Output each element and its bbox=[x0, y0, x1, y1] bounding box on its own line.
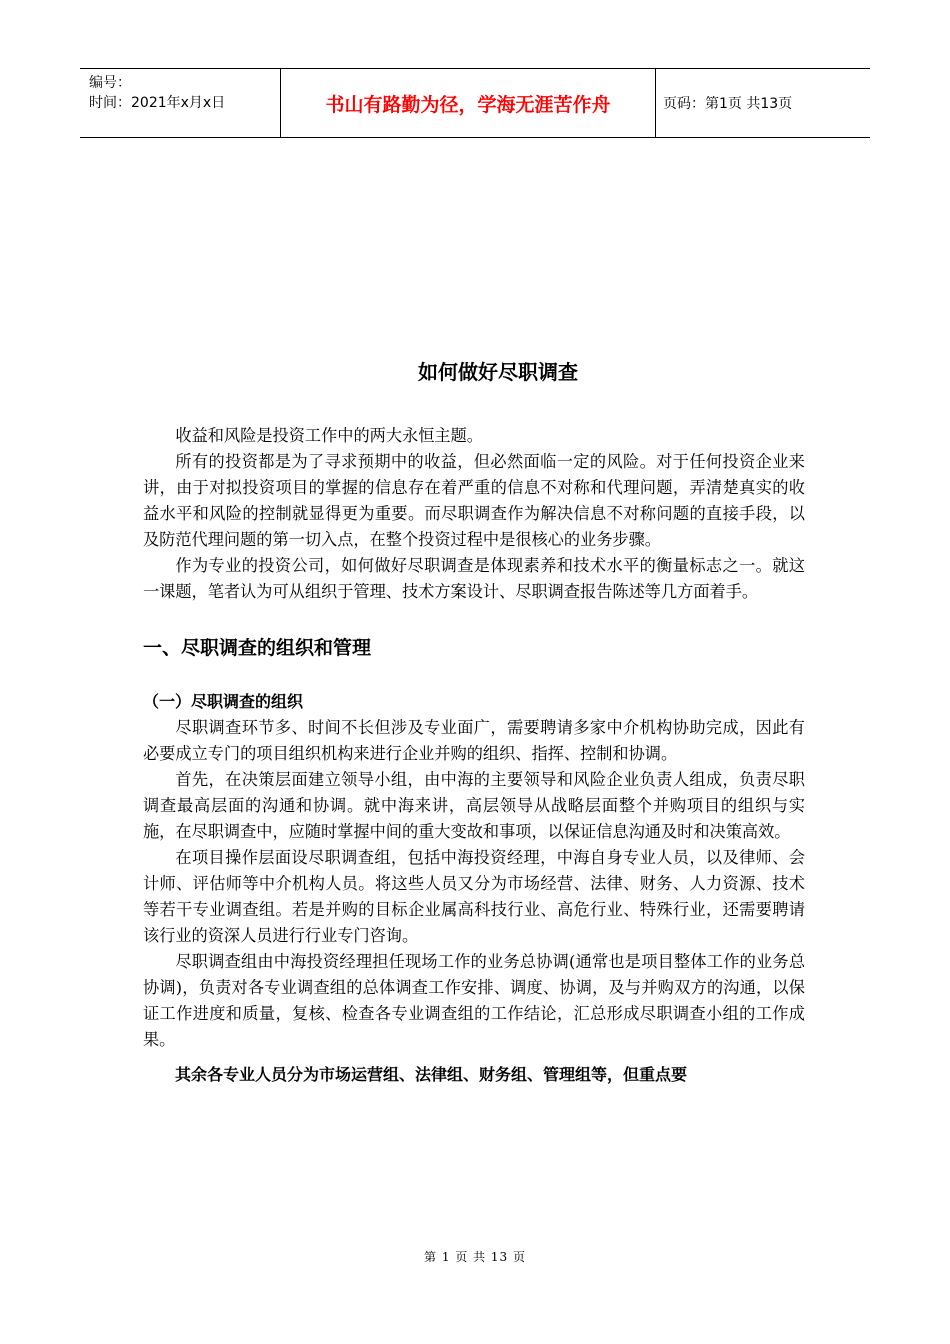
date-label: 时间：2021年x月x日 bbox=[89, 95, 226, 111]
motto: 书山有路勤为径，学海无涯苦作舟 bbox=[281, 69, 656, 137]
document-title: 如何做好尽职调查 bbox=[418, 360, 578, 384]
paragraph: 收益和风险是投资工作中的两大永恒主题。 bbox=[175, 426, 483, 445]
page-footer: 第 1 页 共 13 页 bbox=[424, 1250, 526, 1264]
header-meta-cell bbox=[80, 69, 281, 137]
paragraph: 作为专业的投资公司，如何做好尽职调查是体现素养和技术水平的衡量标志之一。就这一课题，笔者认为可从组织于管理、技术方案设计、尽职调查报告陈述等几方面着手。 bbox=[143, 556, 805, 601]
header-table bbox=[80, 68, 870, 138]
paragraph: 尽职调查组由中海投资经理担任现场工作的业务总协调(通常也是项目整体工作的业务总协调)，负责对各专业调查组的总体调查工作安排、调度、协调，及与并购双方的沟通，以保证工作进度和质量，复核、检查各专业调查组的工作结论，汇总形成尽职调查小组的工作成果。 bbox=[143, 952, 805, 1049]
subsection-heading: （一）尽职调查的组织 bbox=[143, 692, 304, 711]
paragraph: 首先，在决策层面建立领导小组，由中海的主要领导和风险企业负责人组成，负责尽职调查最高层面的沟通和协调。就中海来讲，高层领导从战略层面整个并购项目的组织与实施，在尽职调查中，应随时掌握中间的重大变故和事项，以保证信息沟通及时和决策高效。 bbox=[143, 770, 805, 841]
section-heading: 一、尽职调查的组织和管理 bbox=[143, 637, 372, 659]
paragraph: 其余各专业人员分为市场运营组、法律组、财务组、管理组等，但重点要 bbox=[175, 1065, 688, 1084]
paragraph: 在项目操作层面设尽职调查组，包括中海投资经理，中海自身专业人员，以及律师、会计师、评估师等中介机构人员。将这些人员又分为市场经营、法律、财务、人力资源、技术等若干专业调查组。若是并购的目标企业属高科技行业、高危行业、特殊行业，还需要聘请该行业的资深人员进行行业专门咨询。 bbox=[143, 848, 805, 945]
paragraph: 尽职调查环节多、时间不长但涉及专业面广，需要聘请多家中介机构协助完成，因此有必要成立专门的项目组织机构来进行企业并购的组织、指挥、控制和协调。 bbox=[143, 718, 805, 763]
page-info: 页码：第1页 共13页 bbox=[663, 96, 793, 112]
paragraph: 所有的投资都是为了寻求预期中的收益，但必然面临一定的风险。对于任何投资企业来讲，由于对拟投资项目的掌握的信息存在着严重的信息不对称和代理问题，弄清楚真实的收益水平和风险的控制就显得更为重要。而尽职调查作为解决信息不对称问题的直接手段，以及防范代理问题的第一切入点，在整个投资过程中是很核心的业务步骤。 bbox=[143, 452, 805, 549]
number-label: 编号： bbox=[89, 75, 131, 91]
document-body bbox=[143, 423, 805, 1088]
